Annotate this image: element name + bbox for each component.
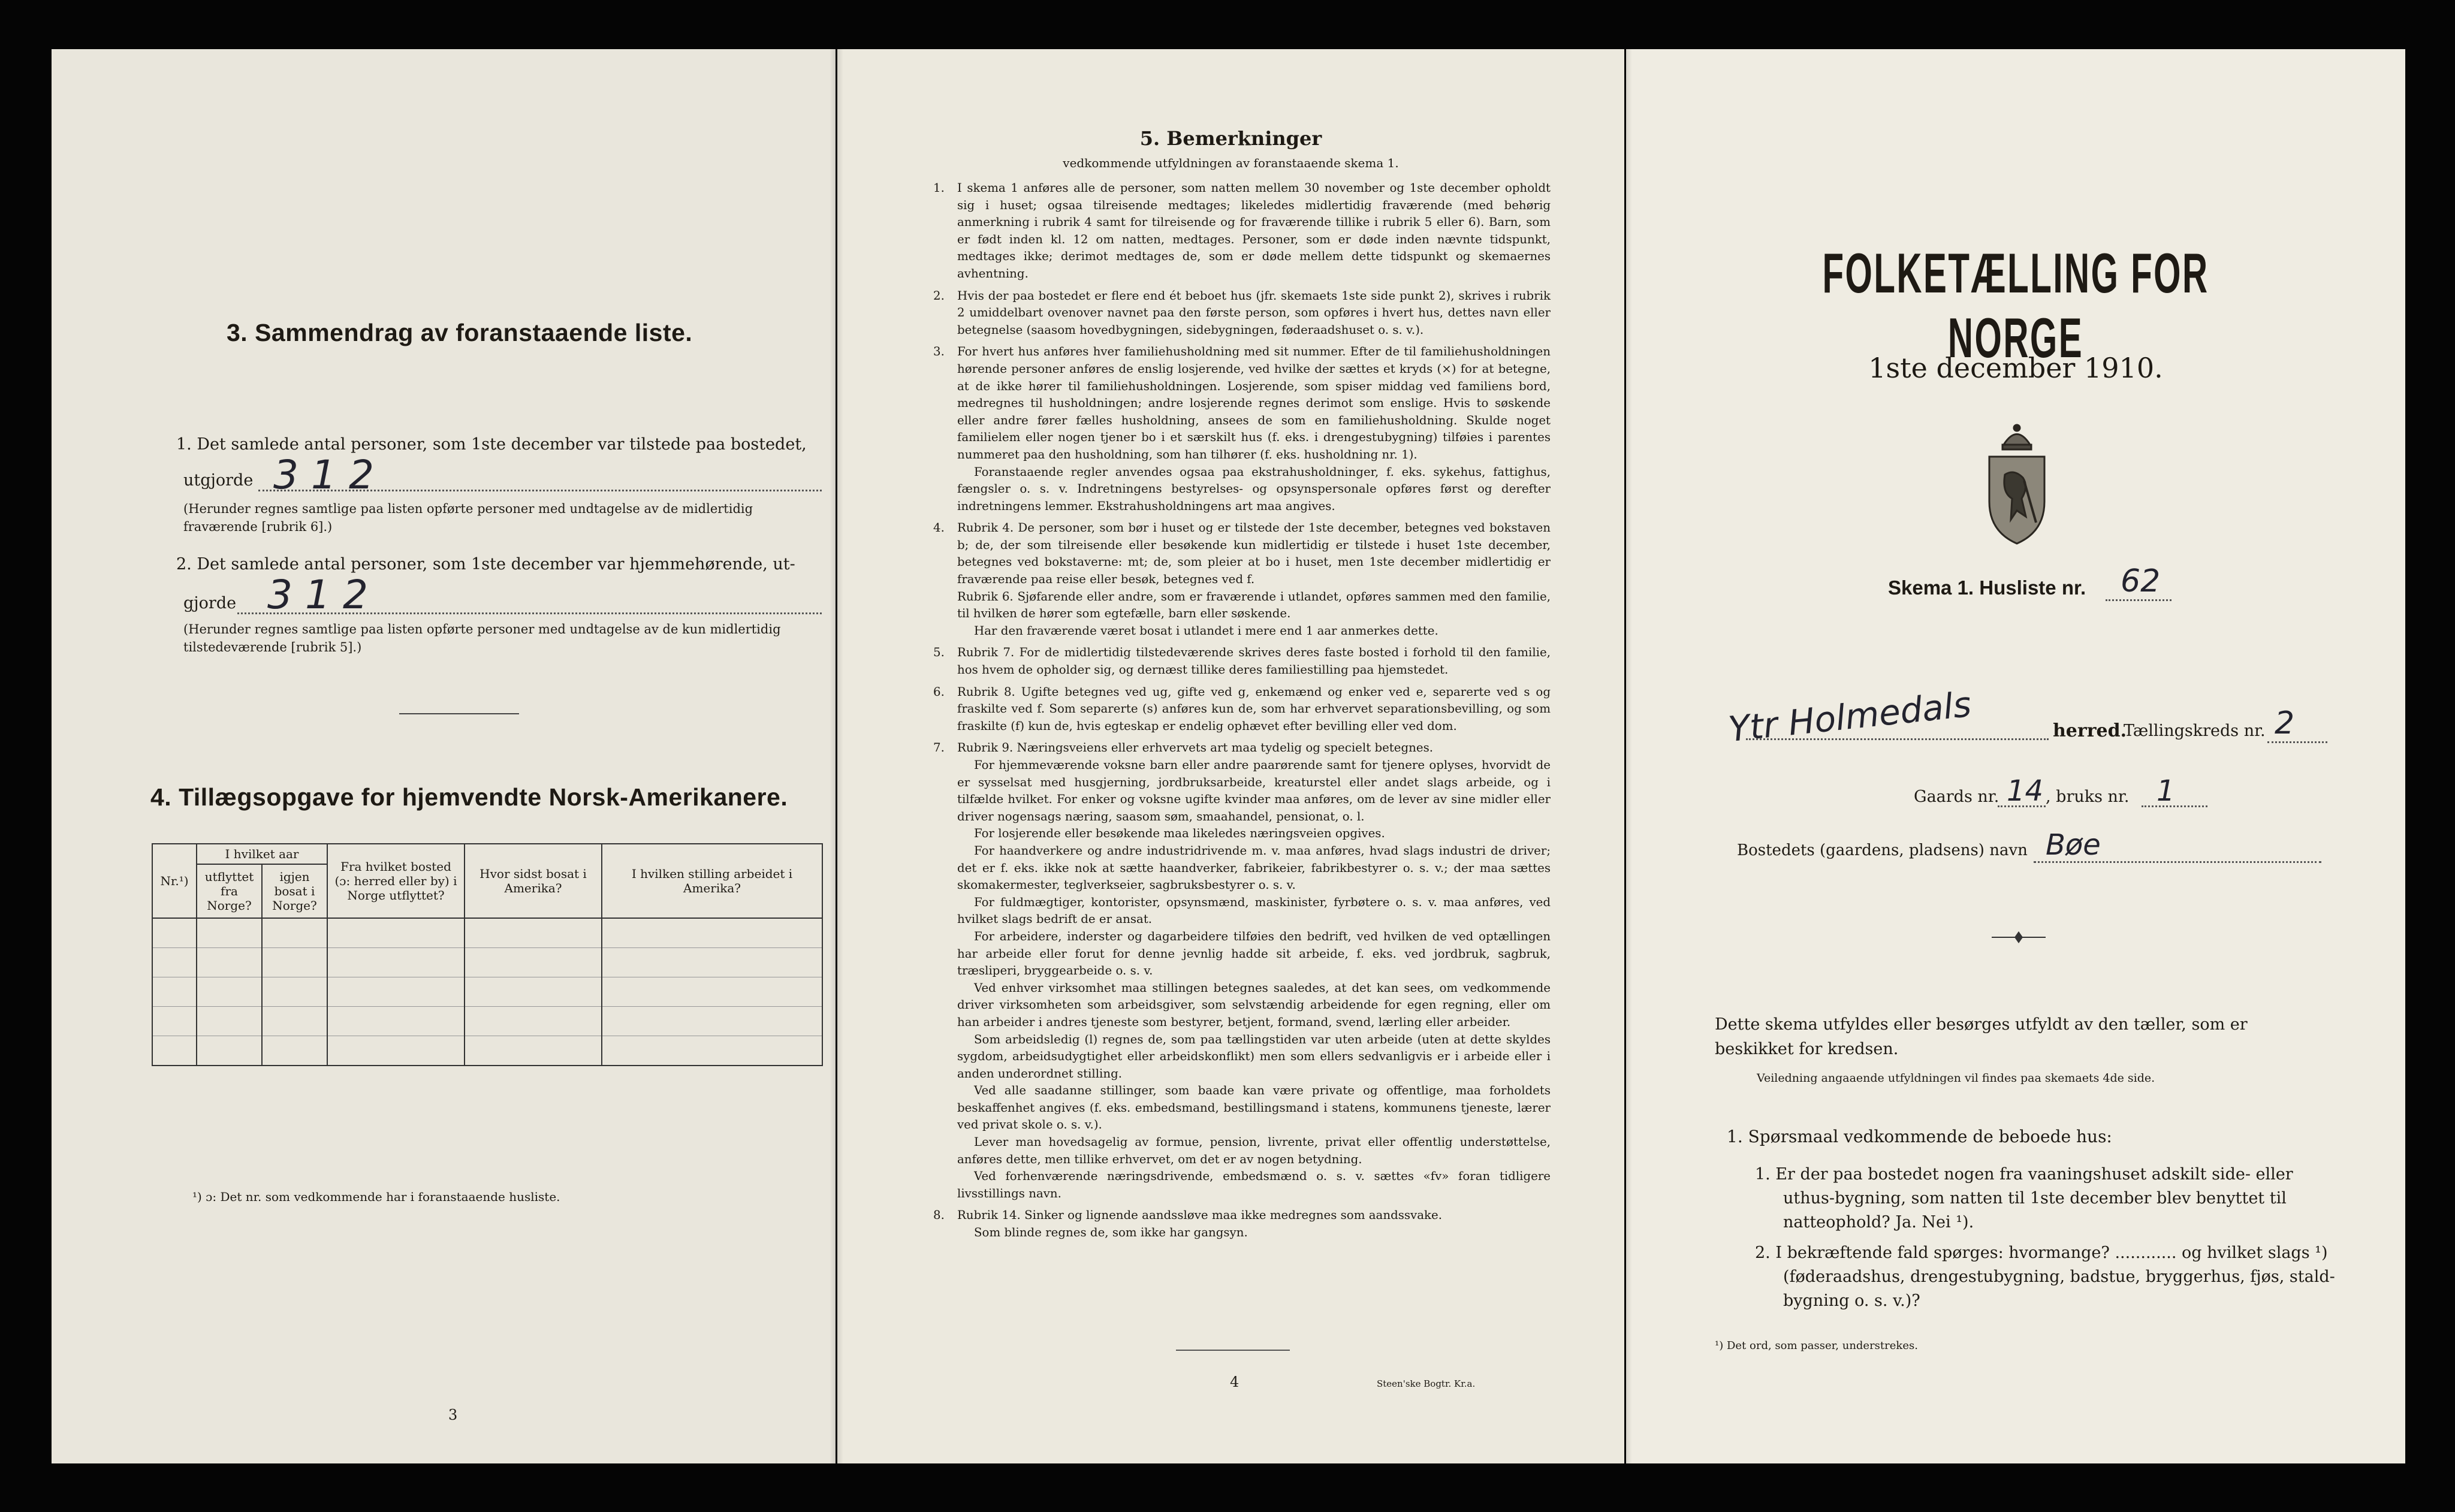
remark-text: For losjerende eller besøkende maa likeledes næringsveien opgives. [974,826,1385,841]
bemerkninger-title: 5. Bemerkninger [1139,127,1322,150]
remark-text: Ved forhenværende næringsdrivende, embedsmænd o. s. v. sættes «fv» foran tidligere livsstillings navn. [957,1169,1551,1200]
kreds-dotline [2267,741,2327,743]
remark-item [933,740,1551,757]
gaards-dotline [1998,805,2046,807]
remark-text: Foranstaaende regler anvendes ogsaa paa ekstrahusholdninger, f. eks. sykehus, fattighus, fængsler o. s. v. Indretningens bestyrelses- og opsynspersonale opføres først og derefter indretningens lemmer. Ekstrahusholdningens art maa angives. [957,464,1551,513]
fold-shadow [830,49,836,1463]
intro-line-1: Dette skema utfyldes eller besørges utfyldt av den tæller, som er [1715,1015,2248,1034]
remark-text: Rubrik 14. Sinker og lignende aandssløve maa ikke medregnes som aandssvake. [957,1208,1442,1223]
remark-item [933,894,1551,928]
remark-text: For haandverkere og andre industridrivende m. v. maa anføres, hvad slags industri de driver; det er f. eks. ikke nok at sætte haandverker, fabrikeier, fabrikbestyrer o. s. v.; der maa sættes skomakermester, teglverkseier, sagbruksbestyrer o. s. v. [957,843,1551,892]
census-date: 1ste december 1910. [1868,352,2163,384]
remark-item [933,980,1551,1031]
herred-label: herred. [2053,720,2127,741]
remark-text: Ved enhver virksomhet maa stillingen betegnes saaledes, at det kan sees, om vedkommende driver virksomheten som arbeidsgiver, som selvstændig arbeidende for egen regning, eller om han arbeider i andres tjeneste som bestyrer, betjent, formand, svend, lærling eller arbeider. [957,980,1551,1029]
fold-shadow [1626,49,1632,1463]
husliste-nr-dotline [2106,599,2172,601]
page-right [1626,49,2405,1463]
right-footnote: ¹) Det ord, som passer, understrekes. [1715,1339,1918,1352]
q1-line-3: natteophold? Ja. Nei ¹). [1783,1213,1974,1232]
remark-item [933,1082,1551,1134]
divider [1176,1350,1290,1351]
remark-item [933,1207,1551,1224]
fold-shadow [837,49,843,1463]
bosted-dotline [2034,861,2321,863]
remark-text: Rubrik 9. Næringsveiens eller erhvervets art maa tydelig og specielt betegnes. [957,741,1434,755]
ornament-icon [1992,930,2046,944]
remark-number: 2. [933,288,945,303]
remark-item [933,180,1551,283]
remark-item [933,644,1551,678]
bruks-label: , bruks nr. [2046,787,2130,806]
bruks-value: 1 [2157,774,2175,808]
remark-text: Rubrik 4. De personer, som bør i huset og er tilstede der 1ste december, betegnes ved bokstaven b; de, der som tilreisende eller besøkende kun midlertidig er tilstede i huset 1ste december, betegnes ved bokstaverne: mt; de, som pleier at bo i huset, men 1ste december midlertidig er fraværende paa reise eller besøk, betegnes ved f. [957,521,1551,587]
remark-number: 3. [933,345,945,359]
remark-item [933,1168,1551,1202]
remark-number: 6. [933,684,945,699]
remark-number: 7. [933,741,945,755]
section4-footnote: ¹) ɔ: Det nr. som vedkommende har i foranstaaende husliste. [192,1190,560,1204]
col-stilling: I hvilken stilling arbeidet i Amerika? [602,844,822,918]
remark-text: Rubrik 6. Sjøfarende eller andre, som er fraværende i utlandet, opføres sammen med den familie, til hvilken de hører som egtefælle, barn eller søskende. [957,589,1551,621]
herred-value: Ytr Holmedals [1726,683,1973,750]
table-row [152,918,822,948]
remark-text: I skema 1 anføres alle de personer, som natten mellem 30 november og 1ste december opholdt sig i huset; ogsaa tilreisende medtages; likeledes midlertidig fraværende (med behørig anmerkning i rubrik 4 samt for tilreisende og for fraværende tillike i rubrik 5 eller 6). Barn, som er født inden kl. 12 om natten, medtages. Personer, som er døde inden nævnte tidspunkt, medtages ikke; derimot medtages de, som er døde mellem dette tidspunkt og skemaernes avhentning. [957,181,1551,280]
remark-item [933,464,1551,515]
col-sidst: Hvor sidst bosat i Amerika? [465,844,602,918]
remark-text: Lever man hovedsagelig av formue, pension, livrente, privat eller offentlig understøttelse, anføres dette, men tillike erhvervet, om det er av nogen betydning. [957,1135,1551,1166]
questions-heading: 1. Spørsmaal vedkommende de beboede hus: [1727,1127,2112,1146]
q1-line-2: uthus-bygning, som natten til 1ste december blev benyttet til [1783,1189,2287,1208]
remark-item [933,757,1551,825]
q2-line-1: 2. I bekræftende fald spørges: hvormange? ............ og hvilket slags ¹) [1755,1244,2328,1262]
col-utflyttet: utflyttet fra Norge? [197,864,262,918]
herred-dotline [1746,738,2049,740]
col-group-year: I hvilket aar [197,844,327,864]
table-row [152,1007,822,1036]
q2-line-2: (føderaadshus, drengestubygning, badstue, bryggerhus, fjøs, stald- [1783,1267,2335,1286]
remark-text: Som blinde regnes de, som ikke har gangsyn. [974,1226,1248,1240]
census-title: FOLKETÆLLING FOR NORGE [1822,242,2209,369]
divider [399,713,519,714]
table-row [152,948,822,977]
section3-q1-value: 3 1 2 [273,452,374,498]
col-fra: Fra hvilket bosted (ɔ: herred eller by) i Norge utflyttet? [327,844,465,918]
page-middle [837,49,1624,1463]
remark-item [933,928,1551,980]
bemerkninger-subtitle: vedkommende utfyldningen av foranstaaende skema 1. [1063,156,1399,170]
remark-text: Rubrik 8. Ugifte betegnes ved ug, gifte ved g, enkemænd og enker ved e, separerte ved s og fraskilte ved f. Som separerte (s) anføres kun de, som har erhvervet separationsbevilling, og som fraskilte (f) kun de, hvis egteskap er endelig ophævet efter bevilling eller ved dom. [957,684,1551,733]
section3-q2-text: 2. Det samlede antal personer, som 1ste december var hjemmehørende, ut- [176,555,795,574]
remark-number: 5. [933,645,945,660]
remark-text: For hvert hus anføres hver familiehusholdning med sit nummer. Efter de til familiehusholdningen hørende personer anføres de enslig losjerende, ved hvilke der sættes et kryds (×) for at betegne, at de ikke hører til familiehusholdningen. Losjerende, som spiser middag ved familiens bord, medregnes til husholdningen; andre losjerende regnes derimot som enslige. Hvis to søskende eller andre fører fælles husholdning, ansees de som en familiehusholdning. Skulde noget familielem eller nogen tjener bo i et særskilt hus (f. eks. i drengestubygning) tilføies i parentes nummeret paa den husholdning, som han tilhører (f. eks. husholdning nr. 1). [957,345,1551,461]
remark-number: 1. [933,181,945,195]
remark-item [933,843,1551,894]
section3-q1-note: (Herunder regnes samtlige paa listen opførte personer med undtagelse av de midlertidig fraværende [rubrik 6].) [183,502,753,534]
kreds-label: Tællingskreds nr. [2124,722,2266,740]
bemerkninger-list [933,175,1551,1242]
remark-text: For hjemmeværende voksne barn eller andre paarørende samt for tjenere oplyses, hvorvidt de er sysselsat med husgjerning, jordbruksarbeide, kreaturstel eller andet slags arbeide, og i tilfælde hvilket. For enker og voksne ugifte kvinder maa anføres, om de lever av sine midler eller driver nogensags næring, saasom søm, smaahandel, pensionat, o. l. [957,758,1551,823]
remark-item [933,1134,1551,1168]
remark-item [933,588,1551,623]
col-nr: Nr.¹) [152,844,197,918]
remark-item [933,1224,1551,1242]
page-number-middle: 4 [1230,1374,1239,1390]
bruks-dotline [2142,805,2207,807]
remark-text: Har den fraværende været bosat i utlandet i mere end 1 aar anmerkes dette. [974,623,1438,638]
col-igjen: igjen bosat i Norge? [262,864,327,918]
remark-item [933,288,1551,339]
remark-text: Hvis der paa bostedet er flere end ét beboet hus (jfr. skemaets 1ste side punkt 2), skrives i rubrik 2 umiddelbart ovenover navnet paa den første person, som opføres i hvert hus, dettes navn eller betegnelse (saasom hovedbygningen, sidebygningen, føderaadshuset o. s. v.). [957,288,1551,337]
remark-text: Rubrik 7. For de midlertidig tilstedeværende skrives deres faste bosted i forhold til den familie, hos hvem de opholder sig, og dernæst tillike deres familiestilling paa hjemstedet. [957,645,1551,677]
section3-title: 3. Sammendrag av foranstaaende liste. [227,319,693,346]
remark-item [933,343,1551,463]
table-row [152,1036,822,1066]
husliste-nr-value: 62 [2121,563,2161,599]
remark-item [933,1031,1551,1083]
gaards-value: 14 [2007,774,2044,808]
page-number-left: 3 [448,1407,458,1423]
veiledning-note: Veiledning angaaende utfyldningen vil findes paa skemaets 4de side. [1757,1072,2155,1085]
skema-label: Skema 1. Husliste nr. [1888,577,2086,599]
section3-q2-note: (Herunder regnes samtlige paa listen opførte personer med undtagelse av de kun midlertidig tilstedeværende [rubrik 5].) [183,622,781,654]
kreds-value: 2 [2275,705,2295,741]
section4-title: 4. Tillægsopgave for hjemvendte Norsk-Amerikanere. [150,783,788,811]
remark-item [933,623,1551,640]
bosted-value: Bøe [2046,828,2101,862]
section3-q2-dotline [237,612,822,614]
remark-text: Som arbeidsledig (l) regnes de, som paa tællingstiden var uten arbeide (uten at dette skyldes sygdom, arbeidsudygtighet eller arbeidskonflikt) men som ellers sedvanligvis er i arbeide eller i anden underordnet stilling. [957,1032,1551,1081]
intro-line-2: beskikket for kredsen. [1715,1040,1899,1058]
section3-q1-dotline [258,490,822,491]
q1-line-1: 1. Er der paa bostedet nogen fra vaaningshuset adskilt side- eller [1755,1165,2293,1184]
q2-line-3: bygning o. s. v.)? [1783,1291,1920,1310]
norsk-amerikanere-table [152,843,823,1066]
remark-number: 4. [933,521,945,535]
section3-q1-text: 1. Det samlede antal personer, som 1ste december var tilstede paa bostedet, [176,435,807,454]
remark-item [933,520,1551,588]
remark-item [933,825,1551,843]
section3-q2-value: 3 1 2 [267,572,368,618]
remark-number: 8. [933,1208,945,1223]
remark-text: Ved alle saadanne stillinger, som baade kan være private og offentlige, maa forholdets beskaffenhet angives (f. eks. embedsmand, bestillingsmand i statens, kommunens tjeneste, lærer ved privat skole o. s. v.). [957,1084,1551,1132]
section3-q1-label: utgjorde [183,471,254,490]
gaards-label: Gaards nr. [1914,787,1999,806]
coat-of-arms-icon [1981,421,2053,547]
section3-q2-label: gjorde [183,594,237,612]
remark-text: For fuldmægtiger, kontorister, opsynsmænd, maskinister, fyrbøtere o. s. v. maa anføres, ved hvilket slags bedrift de er ansat. [957,895,1551,926]
remark-text: For arbeidere, inderster og dagarbeidere tilføies den bedrift, ved hvilken de ved optællingen har arbeide eller forut for denne jevnlig hadde sit arbeide, f. eks. ved jordbruk, sagbruk, træsliperi, bryggearbeide o. s. v. [957,929,1551,978]
table-row [152,977,822,1007]
page-left [52,49,836,1463]
bosted-label: Bostedets (gaardens, pladsens) navn [1737,841,2028,859]
remark-item [933,684,1551,735]
printer-mark: Steen'ske Bogtr. Kr.a. [1377,1378,1476,1389]
